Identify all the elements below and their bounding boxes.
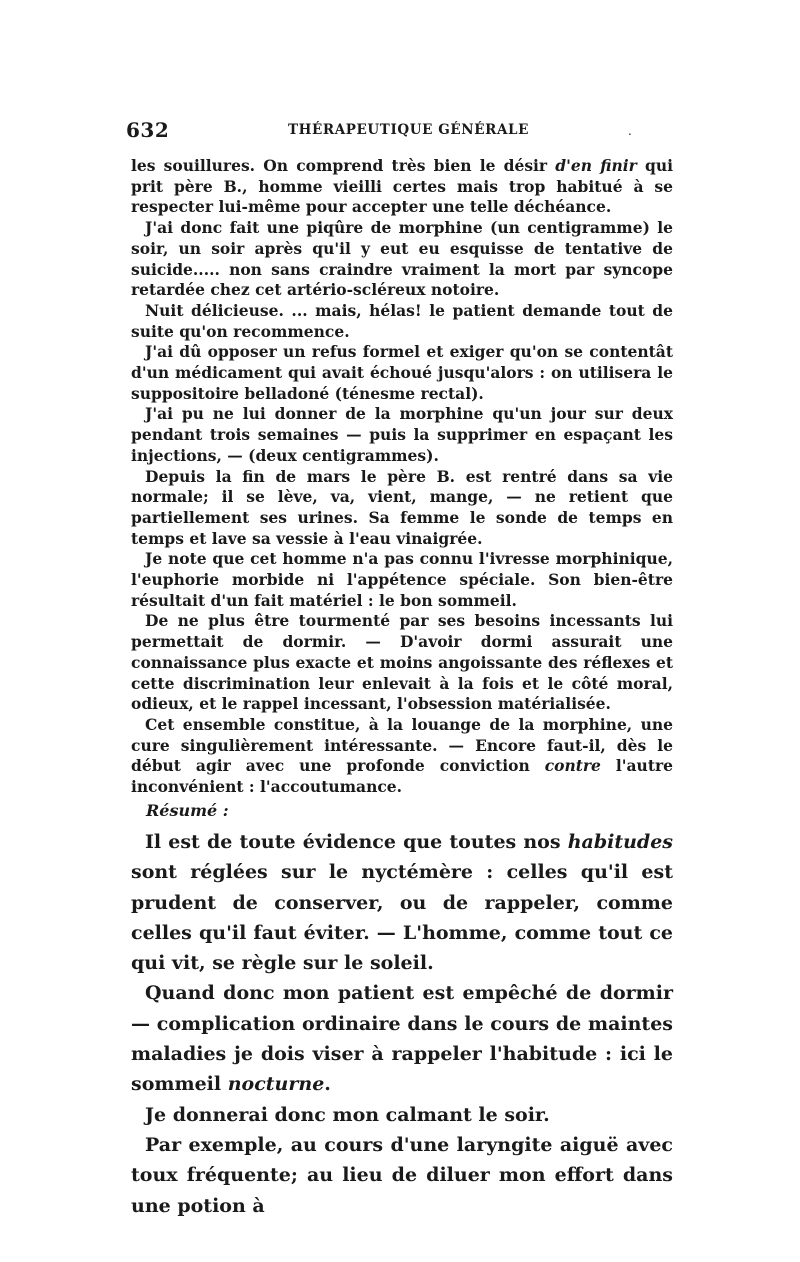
text-run: l'autre inconvénient : l'accoutumance. — [131, 756, 674, 797]
text-run: Je note que cet homme n'a pas connu l'ivresse morphinique, l'euphorie morbide ni l'appétence spéciale. Son bien-être résultait d'un fait matériel : le bon sommeil. — [131, 549, 673, 610]
small-paragraph — [131, 715, 673, 798]
small-paragraph — [131, 467, 673, 550]
running-title: THÉRAPEUTIQUE GÉNÉRALE — [288, 122, 530, 138]
small-paragraph — [131, 156, 673, 218]
body-text-large — [131, 827, 673, 1221]
small-paragraph — [131, 611, 673, 715]
text-run: Par exemple, au cours d'une laryngite aiguë avec toux fréquente; au lieu de diluer mon effort dans une potion à — [131, 1133, 673, 1217]
small-paragraph — [131, 404, 673, 466]
small-paragraph — [131, 218, 673, 301]
text-run: qui prit père B., homme vieilli certes mais trop habitué à se respecter lui-même pour accepter une telle déchéance. — [131, 156, 673, 217]
text-run: J'ai donc fait une piqûre de morphine (un centigramme) le soir, un soir après qu'il y eut eu esquisse de tentative de suicide..... non sans craindre vraiment la mort par syncope retardée chez cet artério-scléreux notoire. — [131, 218, 673, 300]
header-mark: . — [628, 124, 632, 138]
text-run: Il est de toute évidence que toutes nos — [145, 831, 568, 853]
text-run: Je donnerai donc mon calmant le soir. — [145, 1103, 550, 1126]
text-run: . — [324, 1073, 331, 1096]
body-text-small — [131, 156, 673, 798]
resume-heading: Résumé : — [146, 801, 229, 820]
small-paragraph — [131, 301, 673, 342]
text-run: Cet ensemble constitue, à la louange de la morphine, une cure singulièrement intéressante. — Encore faut-il, dès le début agir avec une profonde conviction — [131, 714, 673, 776]
italic-text: habitudes — [567, 831, 673, 853]
text-run: Nuit délicieuse. ... mais, hélas! le patient demande tout de suite qu'on recommence. — [131, 300, 673, 341]
large-paragraph — [131, 827, 673, 978]
text-run: J'ai dû opposer un refus formel et exiger qu'on se contentât d'un médicament qui avait échoué jusqu'alors : on utilisera le suppositoire belladoné (ténesme rectal). — [131, 342, 673, 403]
italic-text: contre — [544, 756, 601, 776]
text-run: Depuis la fin de mars le père B. est rentré dans sa vie normale; il se lève, va, vient, mange, — ne retient que partiellement ses urines. Sa femme le sonde de temps en temps et lave sa vessie à l'eau vinaigrée. — [131, 466, 673, 548]
text-run: De ne plus être tourmenté par ses besoins incessants lui permettait de dormir. — D'avoir dormi assurait une connaissance plus exacte et moins angoissante des réflexes et cette discrimination leur enlevait à la fois et le côté moral, odieux, et le rappel incessant, l'obsession matérialisée. — [131, 611, 673, 714]
small-paragraph — [131, 342, 673, 404]
italic-text: nocturne — [227, 1073, 325, 1096]
italic-text: d'en finir — [555, 156, 637, 175]
large-paragraph — [131, 978, 673, 1099]
text-run: les souillures. On comprend très bien le désir — [131, 156, 556, 175]
large-paragraph — [131, 1130, 673, 1221]
page-number: 632 — [126, 118, 170, 142]
large-paragraph — [131, 1100, 673, 1130]
page-header — [126, 118, 674, 142]
text-run: sont réglées sur le nyctémère : celles qu'il est prudent de conserver, ou de rappeler, comme celles qu'il faut éviter. — L'homme, comme tout ce qui vit, se règle sur le soleil. — [131, 861, 673, 975]
text-run: J'ai pu ne lui donner de la morphine qu'un jour sur deux pendant trois semaines — puis la supprimer en espaçant les injections, — (deux centigrammes). — [131, 404, 673, 465]
small-paragraph — [131, 549, 673, 611]
text-run: Quand donc mon patient est empêché de dormir — complication ordinaire dans le cours de maintes maladies je dois viser à rappeler l'habitude : ici le sommeil — [131, 982, 673, 1096]
